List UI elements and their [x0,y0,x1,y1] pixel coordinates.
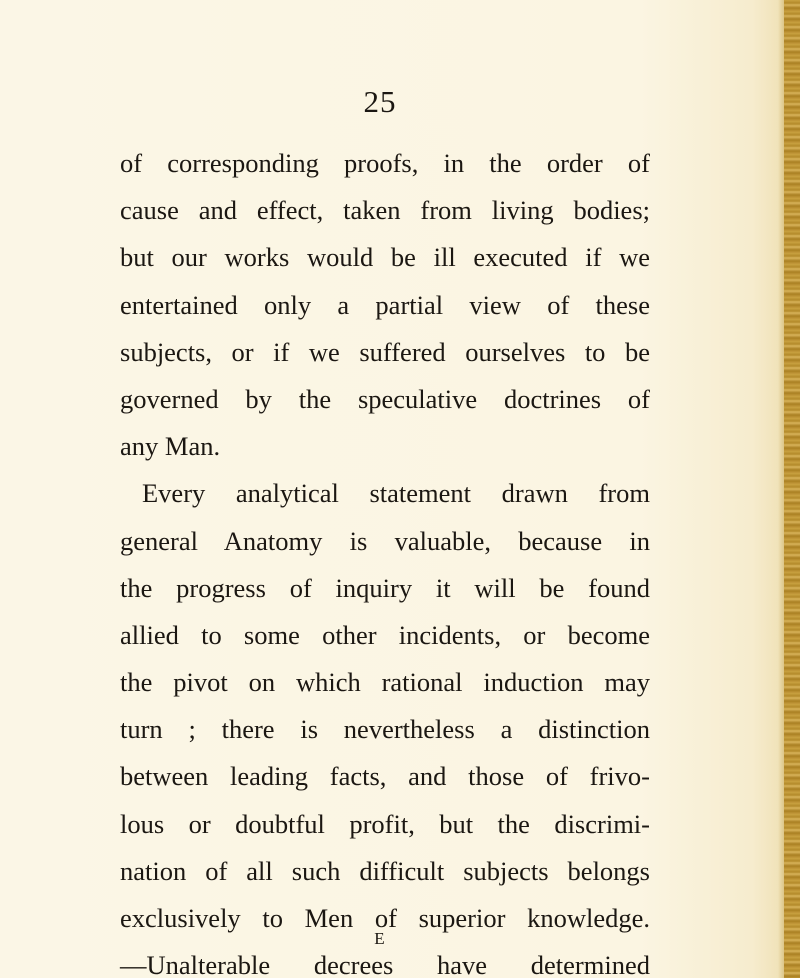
page-number: 25 [363,84,397,119]
text-line: subjects, or if we suffered ourselves to be [120,336,650,367]
text-line: lous or doubtful profit, but the discrimi- [120,808,650,839]
text-line: turn ; there is nevertheless a distinction [120,714,650,745]
text-line: the pivot on which rational induction may [120,667,650,698]
text-line: allied to some other incidents, or become [120,619,650,650]
gilt-page-edge [784,0,800,978]
text-line: governed by the speculative doctrines of [120,383,650,414]
text-line: between leading facts, and those of frivo- [120,761,650,792]
body-text [120,140,650,978]
text-line: —Unalterable decrees have determined [120,950,650,978]
signature-mark: E [374,929,386,948]
text-line: general Anatomy is valuable, because in [120,525,650,556]
text-line: entertained only a partial view of these [120,289,650,320]
text-line: Every analytical statement drawn from [142,478,650,509]
text-line: the progress of inquiry it will be found [120,572,650,603]
text-line: of corresponding proofs, in the order of [120,148,650,178]
text-line: but our works would be ill executed if we [120,242,650,273]
text-line: nation of all such difficult subjects belongs [120,855,650,886]
text-line: exclusively to Men of superior knowledge. [120,903,650,933]
text-line: cause and effect, taken from living bodies; [120,195,650,226]
text-line: any Man. [120,431,221,462]
